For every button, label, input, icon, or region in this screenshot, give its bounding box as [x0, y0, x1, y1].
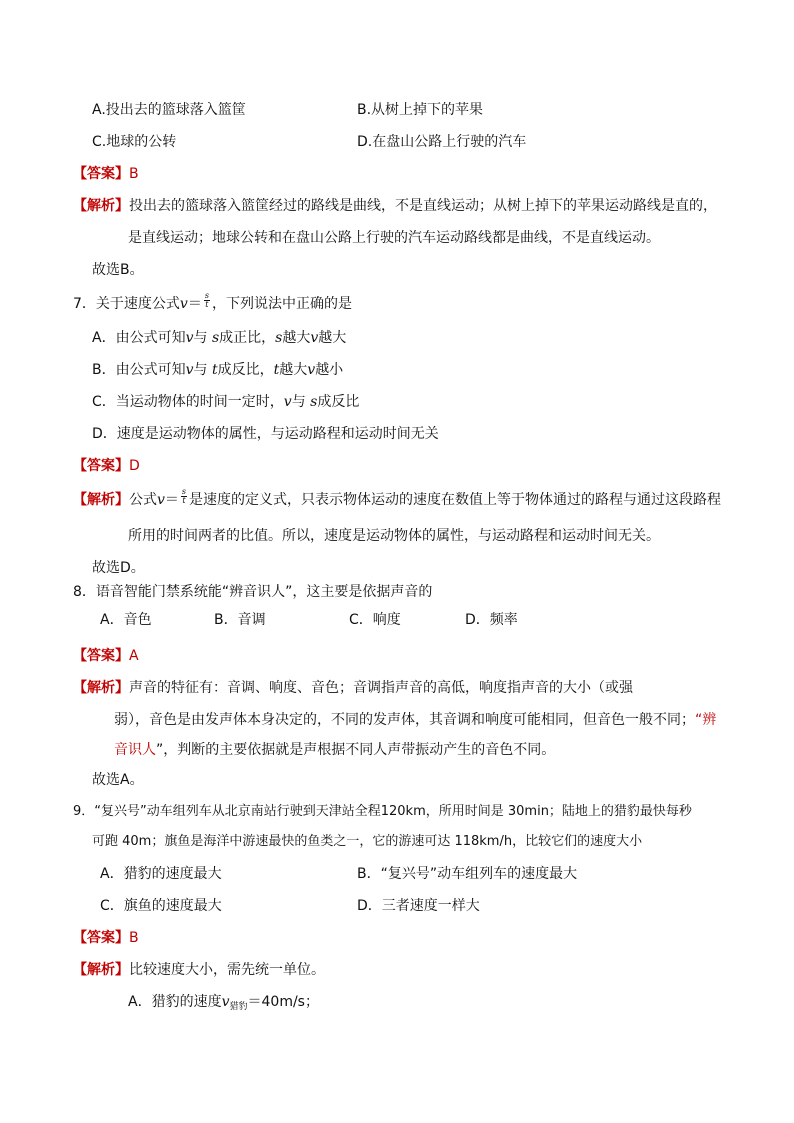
q9-option-c: C．旗鱼的速度最大 [100, 898, 222, 914]
q7b-t2: t [273, 362, 280, 378]
q7-stem-prefix: 7．关于速度公式 [73, 296, 180, 312]
q9-analysis-a-pre: A．猎豹的速度 [128, 994, 222, 1010]
q8-option-a: A．音色 [100, 612, 152, 628]
q9-analysis-item-a [128, 992, 319, 1017]
q8-option-d: D．频率 [465, 612, 518, 628]
q7-option-a [92, 328, 346, 348]
analysis-label: 【解析】 [73, 962, 129, 978]
q6-analysis-line2: 是直线运动；地球公转和在盘山公路上行驶的汽车运动路线都是曲线，不是直线运动。 [128, 230, 660, 246]
q6-option-a: A.投出去的篮球落入篮筐 [92, 102, 246, 118]
q9-analysis-a-sub: 猎豹 [229, 1002, 248, 1012]
q6-answer-value: B [129, 166, 139, 182]
q8-analysis-text2a: 弱），音色是由发声体本身决定的，不同的发声体，其音调和响度可能相同，但音色一般不同； [114, 712, 695, 728]
q7b-mid: 与 [193, 362, 212, 378]
answer-label: 【答案】 [73, 458, 129, 474]
q8-analysis-text3b: ”，判断的主要依据就是声根据不同人声带振动产生的音色不同。 [156, 742, 556, 758]
q8-stem: 8．语音智能门禁系统能“辨音识人”，这主要是依据声音的 [73, 584, 433, 600]
q9-stem-line2: 可跑 40m；旗鱼是海洋中游速最快的鱼类之一，它的游速可达 118km/h，比较它们的速度大小 [92, 834, 643, 849]
q9-answer [73, 928, 139, 948]
q9-option-b: B．“复兴号”动车组列车的速度最大 [357, 866, 578, 882]
q9-analysis-line1 [73, 960, 325, 980]
q8-answer [73, 646, 139, 666]
q7b-post: 成反比， [217, 362, 274, 378]
q7-analysis-pre: 公式 [129, 492, 157, 508]
q6-analysis-line1 [73, 196, 717, 216]
q9-analysis-a-v: v [221, 994, 230, 1010]
analysis-label: 【解析】 [73, 492, 129, 508]
q9-analysis-text1: 比较速度大小，需先统一单位。 [129, 962, 325, 978]
q7-eq: ＝ [187, 296, 202, 312]
q6-conclusion: 故选B。 [92, 262, 144, 278]
q7-analysis-fraction [181, 488, 187, 505]
q9-stem-line1: 9．“复兴号”动车组列车从北京南站行驶到天津站全程120km，所用时间是 30min；陆地上的猎豹最快每秒 [73, 804, 692, 819]
q6-analysis-text1: 投出去的篮球落入篮筐经过的路线是曲线，不是直线运动；从树上掉下的苹果运动路线是直的， [129, 198, 717, 214]
q7-option-c [92, 392, 359, 412]
q8-analysis-line2 [114, 710, 716, 730]
q9-analysis-a-eq: ＝40m/s； [247, 994, 319, 1010]
q7c-mid: 与 [291, 394, 311, 410]
q7-formula-fraction [204, 292, 210, 309]
q7-option-b [92, 360, 343, 380]
q7-analysis-line2: 所用的时间两者的比值。所以，速度是运动物体的属性，与运动路程和运动时间无关。 [128, 528, 660, 544]
q7a-post2: 越大 [282, 330, 311, 346]
q7-frac-den: t [205, 299, 209, 309]
q7b-end: 越小 [315, 362, 344, 378]
q9-answer-value: B [129, 930, 139, 946]
answer-label: 【答案】 [73, 930, 129, 946]
q7-analysis-v: v [157, 492, 165, 508]
q8-option-b: B．音调 [214, 612, 266, 628]
q7-stem [73, 290, 352, 314]
q7a-end: 越大 [318, 330, 347, 346]
q7-analysis-eq: ＝ [164, 492, 179, 508]
q7a-mid: 与 [193, 330, 212, 346]
q7-analysis-line1 [73, 486, 722, 510]
q7b-t: t [211, 362, 218, 378]
q8-conclusion: 故选A。 [92, 772, 144, 788]
q7a-pre: A．由公式可知 [92, 330, 186, 346]
q7-stem-suffix: ，下列说法中正确的是 [211, 296, 352, 312]
q7-analysis-text1: 是速度的定义式，只表示物体运动的速度在数值上等于物体通过的路程与通过这段路程 [189, 492, 722, 508]
q7-option-d: D．速度是运动物体的属性，与运动路程和运动时间无关 [92, 426, 439, 442]
q6-option-b: B.从树上掉下的苹果 [357, 102, 484, 118]
q7a-v2: v [310, 330, 319, 346]
q7b-v: v [185, 362, 194, 378]
q7-frac-num: s [204, 290, 209, 300]
q6-option-c: C.地球的公转 [92, 134, 177, 150]
q7-conclusion: 故选D。 [92, 560, 145, 576]
q8-answer-value: A [129, 648, 139, 664]
q8-analysis-text1: 声音的特征有：音调、响度、音色；音调指声音的高低，响度指声音的大小（或强 [129, 680, 633, 696]
q7c-s: s [310, 394, 318, 410]
q6-option-d: D.在盘山公路上行驶的汽车 [357, 134, 527, 150]
q8-analysis-text2b: “辨 [695, 712, 717, 728]
q8-analysis-line1 [73, 678, 633, 698]
q7-answer-value: D [129, 458, 140, 474]
q7-analysis-num: s [181, 486, 187, 496]
analysis-label: 【解析】 [73, 680, 129, 696]
q7a-post: 成正比， [219, 330, 276, 346]
q9-option-a: A．猎豹的速度最大 [100, 866, 222, 882]
q9-option-d: D．三者速度一样大 [357, 898, 480, 914]
q8-option-c: C．响度 [349, 612, 401, 628]
analysis-label: 【解析】 [73, 198, 129, 214]
q7a-v: v [185, 330, 194, 346]
q7b-pre: B．由公式可知 [92, 362, 186, 378]
q7-answer [73, 456, 140, 476]
q7b-post2: 越大 [279, 362, 308, 378]
q7a-s: s [211, 330, 220, 346]
q7c-end: 成反比 [317, 394, 360, 410]
q7c-v: v [283, 394, 292, 410]
q8-analysis-text3a: 音识人 [114, 742, 156, 758]
q8-analysis-line3 [114, 740, 555, 760]
q7a-s2: s [275, 330, 283, 346]
answer-label: 【答案】 [73, 166, 129, 182]
q7b-v2: v [307, 362, 316, 378]
q7-analysis-den: t [182, 495, 186, 505]
q7c-pre: C．当运动物体的时间一定时， [92, 394, 284, 410]
q7-var-v: v [179, 296, 188, 312]
q6-answer [73, 164, 139, 184]
answer-label: 【答案】 [73, 648, 129, 664]
